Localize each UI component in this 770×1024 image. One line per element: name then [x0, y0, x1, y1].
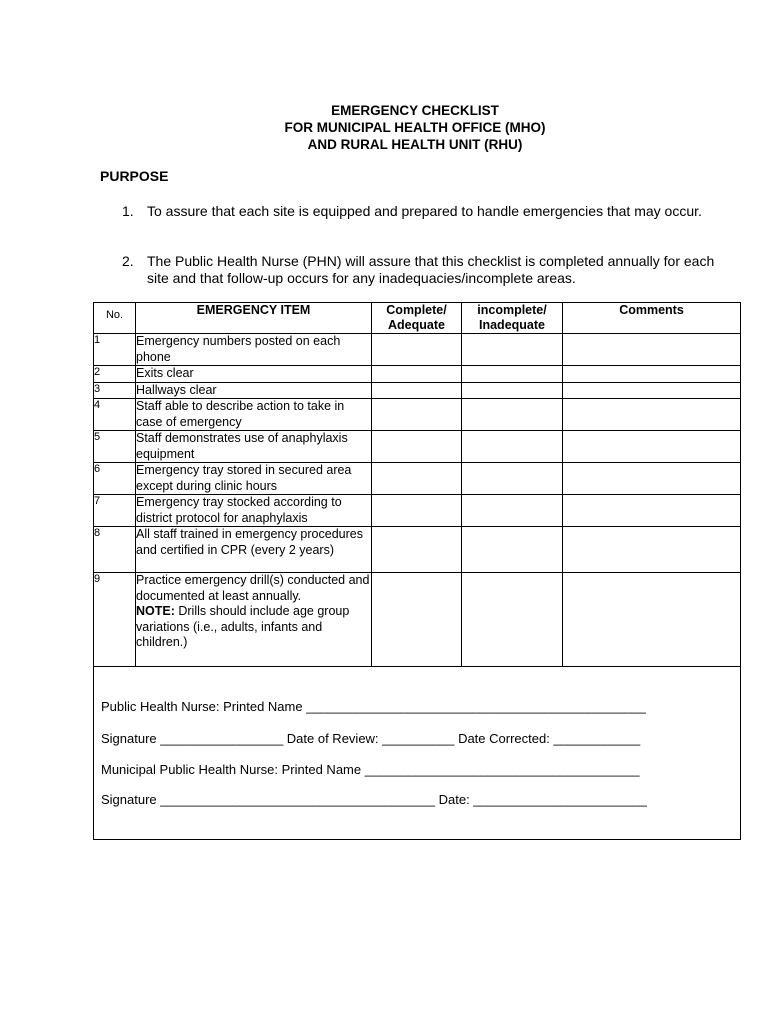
- col-header-comments: Comments: [563, 303, 741, 334]
- table-row: [94, 463, 741, 495]
- complete-cell[interactable]: [372, 527, 462, 573]
- comments-cell[interactable]: [563, 431, 741, 463]
- row-item: All staff trained in emergency procedures and certified in CPR (every 2 years): [136, 527, 372, 573]
- incomplete-cell[interactable]: [462, 334, 563, 366]
- row-number: 7: [94, 495, 136, 527]
- incomplete-cell[interactable]: [462, 431, 563, 463]
- row-number: 8: [94, 527, 136, 573]
- comments-cell[interactable]: [563, 463, 741, 495]
- incomplete-cell[interactable]: [462, 463, 563, 495]
- comments-cell[interactable]: [563, 399, 741, 431]
- row-item: Staff able to describe action to take in case of emergency: [136, 399, 372, 431]
- table-row: [94, 334, 741, 366]
- comments-cell[interactable]: [563, 495, 741, 527]
- table-row: [94, 527, 741, 573]
- incomplete-cell[interactable]: [462, 366, 563, 383]
- row-number: 6: [94, 463, 136, 495]
- table-row: [94, 495, 741, 527]
- complete-cell[interactable]: [372, 399, 462, 431]
- note-label: NOTE:: [136, 604, 175, 618]
- phn-signature-date-line[interactable]: Signature _________________ Date of Review: __________ Date Corrected: ____________: [101, 731, 641, 746]
- col-header-no: No.: [94, 303, 136, 334]
- table-row: [94, 573, 741, 667]
- comments-cell[interactable]: [563, 382, 741, 399]
- comments-cell[interactable]: [563, 527, 741, 573]
- row-item: Emergency tray stocked according to district protocol for anaphylaxis: [136, 495, 372, 527]
- col-header-complete: Complete/ Adequate: [372, 303, 462, 334]
- comments-cell[interactable]: [563, 573, 741, 667]
- comments-cell[interactable]: [563, 366, 741, 383]
- mphn-printed-name-line[interactable]: Municipal Public Health Nurse: Printed Name ______________________________________: [101, 762, 640, 777]
- row-item: Hallways clear: [136, 382, 372, 399]
- purpose-point-text: The Public Health Nurse (PHN) will assure that this checklist is completed annually for each site and that follow-up occurs for any inadequacies/incomplete areas.: [147, 253, 715, 286]
- title-line-3: AND RURAL HEALTH UNIT (RHU): [307, 137, 523, 152]
- signature-block: [94, 667, 741, 840]
- row-number: 5: [94, 431, 136, 463]
- row-item: Staff demonstrates use of anaphylaxis equipment: [136, 431, 372, 463]
- table-row: [94, 382, 741, 399]
- row-item-text: Practice emergency drill(s) conducted and documented at least annually.: [136, 573, 370, 603]
- incomplete-cell[interactable]: [462, 573, 563, 667]
- row-item: [136, 573, 372, 667]
- mphn-signature-date-line[interactable]: Signature ______________________________________ Date: ________________________: [101, 792, 647, 807]
- table-row: [94, 431, 741, 463]
- row-item: Emergency numbers posted on each phone: [136, 334, 372, 366]
- row-number: 4: [94, 399, 136, 431]
- row-number: 9: [94, 573, 136, 667]
- comments-cell[interactable]: [563, 334, 741, 366]
- row-item: Emergency tray stored in secured area except during clinic hours: [136, 463, 372, 495]
- complete-cell[interactable]: [372, 463, 462, 495]
- table-row: [94, 399, 741, 431]
- incomplete-cell[interactable]: [462, 399, 563, 431]
- note-text: Drills should include age group variations (i.e., adults, infants and children.): [136, 604, 350, 649]
- row-number: 2: [94, 366, 136, 383]
- row-number: 3: [94, 382, 136, 399]
- col-header-item: EMERGENCY ITEM: [136, 303, 372, 334]
- title-line-2: FOR MUNICIPAL HEALTH OFFICE (MHO): [284, 120, 546, 135]
- complete-cell[interactable]: [372, 366, 462, 383]
- complete-cell[interactable]: [372, 382, 462, 399]
- col-header-incomplete: incomplete/ Inadequate: [462, 303, 563, 334]
- incomplete-cell[interactable]: [462, 495, 563, 527]
- signature-section: [94, 667, 741, 840]
- complete-cell[interactable]: [372, 431, 462, 463]
- purpose-point-number: 2.: [122, 253, 134, 269]
- complete-cell[interactable]: [372, 573, 462, 667]
- complete-cell[interactable]: [372, 334, 462, 366]
- purpose-point-text: To assure that each site is equipped and prepared to handle emergencies that may occur.: [147, 203, 702, 219]
- row-item: Exits clear: [136, 366, 372, 383]
- incomplete-cell[interactable]: [462, 382, 563, 399]
- table-header-row: [94, 303, 741, 334]
- purpose-point-number: 1.: [122, 203, 134, 219]
- emergency-checklist-table: [93, 302, 741, 840]
- complete-cell[interactable]: [372, 495, 462, 527]
- row-number: 1: [94, 334, 136, 366]
- table-row: [94, 366, 741, 383]
- document-title: [0, 102, 770, 153]
- incomplete-cell[interactable]: [462, 527, 563, 573]
- phn-printed-name-line[interactable]: Public Health Nurse: Printed Name _______________________________________________: [101, 699, 647, 714]
- title-line-1: EMERGENCY CHECKLIST: [331, 103, 499, 118]
- purpose-heading: PURPOSE: [100, 168, 169, 184]
